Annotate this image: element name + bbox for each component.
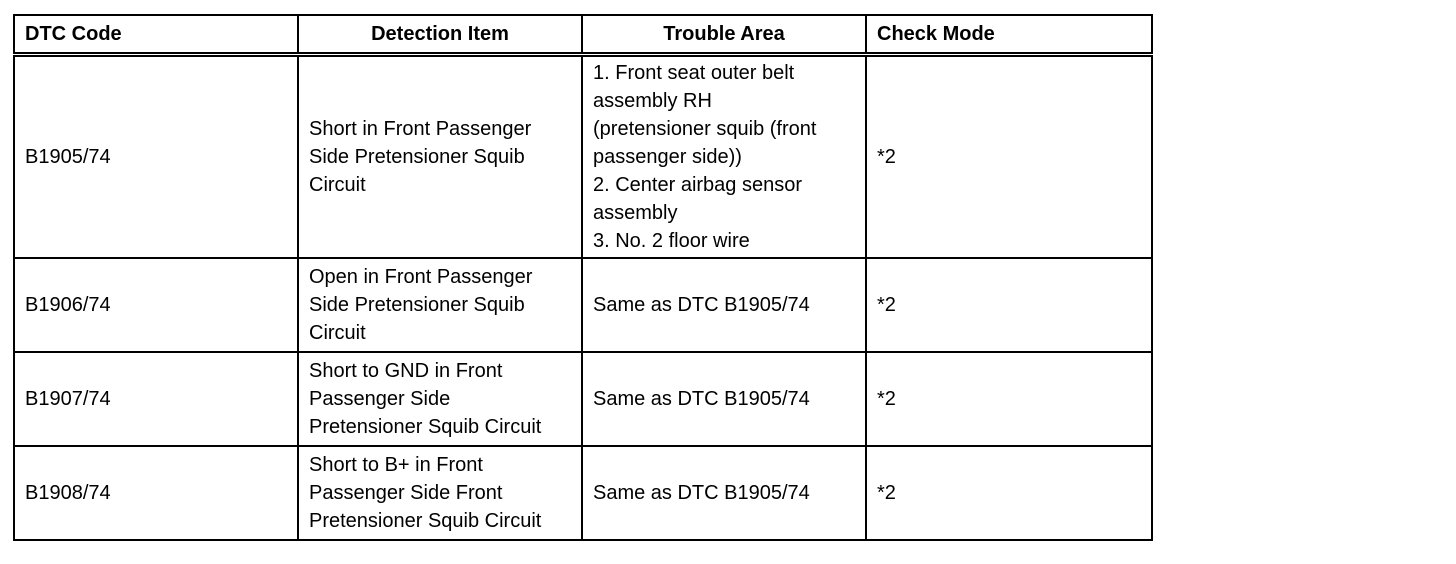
dtc-code-cell: B1907/74: [14, 352, 298, 446]
detection-item-cell: [298, 55, 582, 259]
trouble-line: Same as DTC B1905/74: [593, 294, 810, 316]
dtc-code-cell: B1906/74: [14, 258, 298, 352]
detection-line: Side Pretensioner Squib: [309, 294, 525, 316]
dtc-table: [13, 14, 1153, 541]
header-detection-item: Detection Item: [298, 15, 582, 55]
detection-line: Side Pretensioner Squib: [309, 146, 525, 168]
trouble-line: assembly: [593, 202, 678, 224]
trouble-line: assembly RH: [593, 90, 712, 112]
detection-item-cell: [298, 352, 582, 446]
trouble-area-cell: [582, 258, 866, 352]
trouble-line: (pretensioner squib (front: [593, 118, 817, 140]
table-row: [14, 446, 1152, 540]
trouble-area-cell: [582, 352, 866, 446]
check-mode-cell: *2: [866, 55, 1152, 259]
check-mode-cell: *2: [866, 352, 1152, 446]
detection-line: Passenger Side Front: [309, 482, 503, 504]
detection-item-cell: [298, 258, 582, 352]
trouble-line: Same as DTC B1905/74: [593, 388, 810, 410]
trouble-line: Same as DTC B1905/74: [593, 482, 810, 504]
detection-line: Short to GND in Front: [309, 360, 503, 382]
header-trouble-area: Trouble Area: [582, 15, 866, 55]
header-dtc-code: DTC Code: [14, 15, 298, 55]
check-mode-cell: *2: [866, 258, 1152, 352]
table-row: [14, 352, 1152, 446]
detection-line: Passenger Side: [309, 388, 451, 410]
check-mode-cell: *2: [866, 446, 1152, 540]
detection-line: Circuit: [309, 174, 366, 196]
header-row: [14, 15, 1152, 55]
header-check-mode: Check Mode: [866, 15, 1152, 55]
detection-line: Short in Front Passenger: [309, 118, 532, 140]
trouble-area-cell: [582, 55, 866, 259]
table-row: [14, 55, 1152, 259]
detection-line: Open in Front Passenger: [309, 266, 533, 288]
detection-line: Pretensioner Squib Circuit: [309, 510, 542, 532]
detection-item-cell: [298, 446, 582, 540]
detection-line: Circuit: [309, 322, 366, 344]
dtc-code-cell: B1905/74: [14, 55, 298, 259]
dtc-code-cell: B1908/74: [14, 446, 298, 540]
detection-line: Pretensioner Squib Circuit: [309, 416, 542, 438]
trouble-area-cell: [582, 446, 866, 540]
trouble-line: passenger side)): [593, 146, 742, 168]
trouble-line: 2. Center airbag sensor: [593, 174, 803, 196]
table-row: [14, 258, 1152, 352]
detection-line: Short to B+ in Front: [309, 454, 483, 476]
trouble-line: 3. No. 2 floor wire: [593, 230, 750, 252]
trouble-line: 1. Front seat outer belt: [593, 62, 795, 84]
